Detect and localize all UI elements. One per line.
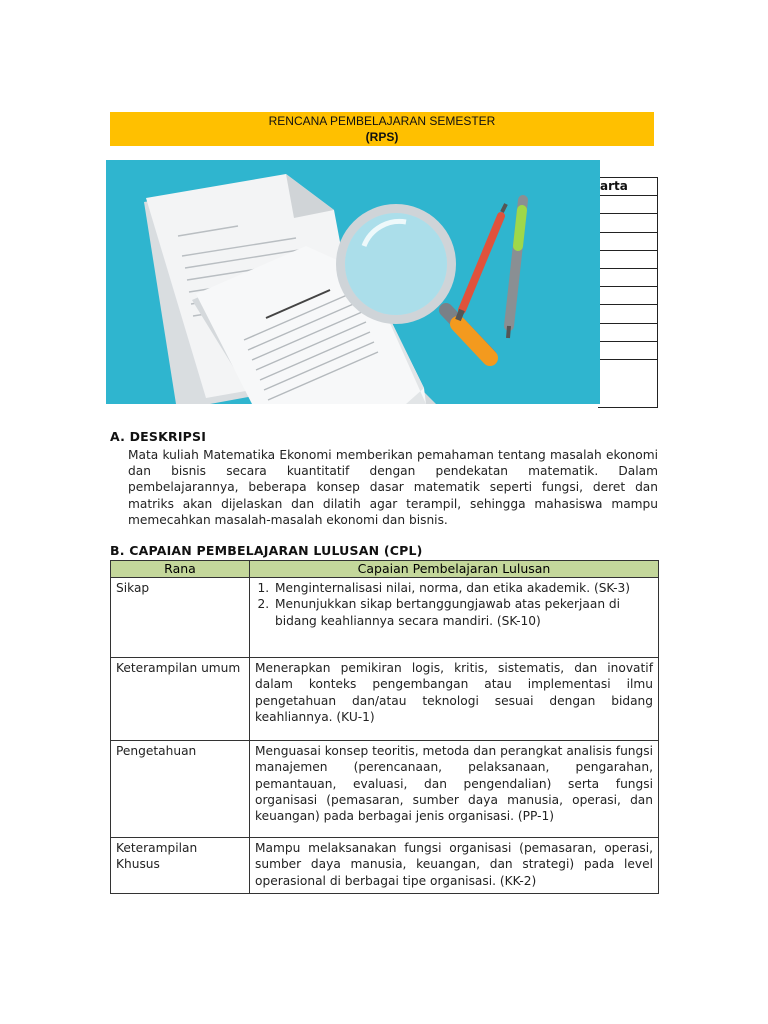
pencil-icon	[458, 204, 506, 320]
document-subtitle: (RPS)	[365, 130, 399, 144]
rana-cell: Keterampilan Khusus	[111, 838, 250, 894]
table-row	[111, 741, 659, 838]
table-row	[111, 838, 659, 894]
side-table-row	[598, 287, 657, 305]
cpl-cell: Mampu melaksanakan fungsi organisasi (pemasaran, operasi, sumber daya manusia, keuangan, dan strategi) pada level operasional di berbagai tipe organisasi. (KK-2)	[250, 838, 659, 894]
cpl-table	[110, 560, 659, 894]
side-table-row	[598, 324, 657, 342]
side-table-header: arta	[598, 178, 657, 196]
side-table-row	[598, 305, 657, 323]
list-item: 2. Menunjukkan sikap bertanggungjawab atas pekerjaan di bidang keahliannya secara mandiri. (SK-10)	[273, 596, 653, 628]
partially-hidden-table	[598, 177, 658, 408]
pen-icon	[508, 200, 523, 338]
list-item: 1. Menginternalisasi nilai, norma, dan etika akademik. (SK-3)	[273, 580, 653, 596]
cpl-cell: Menguasai konsep teoritis, metoda dan perangkat analisis fungsi manajemen (perencanaan, pelaksanaan, pengarahan, pemantauan, evaluasi, dan pengendalian) serta fungsi organisasi (pemasaran, sumber daya manusia, operasi, dan keuangan) pada berbagai jenis organisasi. (PP-1)	[250, 741, 659, 838]
side-table-row	[598, 196, 657, 214]
table-row	[111, 658, 659, 741]
document-title: RENCANA PEMBELAJARAN SEMESTER	[268, 114, 496, 128]
table-header-row	[111, 561, 659, 578]
side-table-row	[598, 269, 657, 287]
section-a-heading: A. DESKRIPSI	[110, 429, 207, 444]
column-header-cpl: Capaian Pembelajaran Lulusan	[250, 561, 659, 578]
side-table-row	[598, 251, 657, 269]
description-text: Mata kuliah Matematika Ekonomi memberikan pemahaman tentang masalah ekonomi dan bisnis secara kuantitatif dengan pendekatan matematik. Dalam pembelajarannya, beberapa konsep dasar matematik seperti fungsi, deret dan matriks akan dijelaskan dan dilatih agar terampil, sehingga mahasiswa mampu memecahkan masalah-masalah ekonomi dan bisnis.	[128, 448, 658, 527]
section-b-heading: B. CAPAIAN PEMBELAJARAN LULUSAN (CPL)	[110, 543, 423, 558]
documents-illustration	[106, 160, 600, 404]
side-table-row	[598, 233, 657, 251]
table-row	[111, 578, 659, 658]
cpl-cell: Menerapkan pemikiran logis, kritis, sistematis, dan inovatif dalam konteks pengembangan atau implementasi ilmu pengetahuan dan/atau teknologi sesuai dengan bidang keahliannya. (KU-1)	[250, 658, 659, 741]
document-title-bar	[110, 112, 654, 146]
rana-cell: Pengetahuan	[111, 741, 250, 838]
side-table-row	[598, 360, 657, 396]
side-table-row	[598, 214, 657, 232]
rana-cell: Keterampilan umum	[111, 658, 250, 741]
cpl-cell	[250, 578, 659, 658]
rana-cell: Sikap	[111, 578, 250, 658]
column-header-rana: Rana	[111, 561, 250, 578]
side-table-row	[598, 342, 657, 360]
cpl-list	[255, 580, 653, 629]
